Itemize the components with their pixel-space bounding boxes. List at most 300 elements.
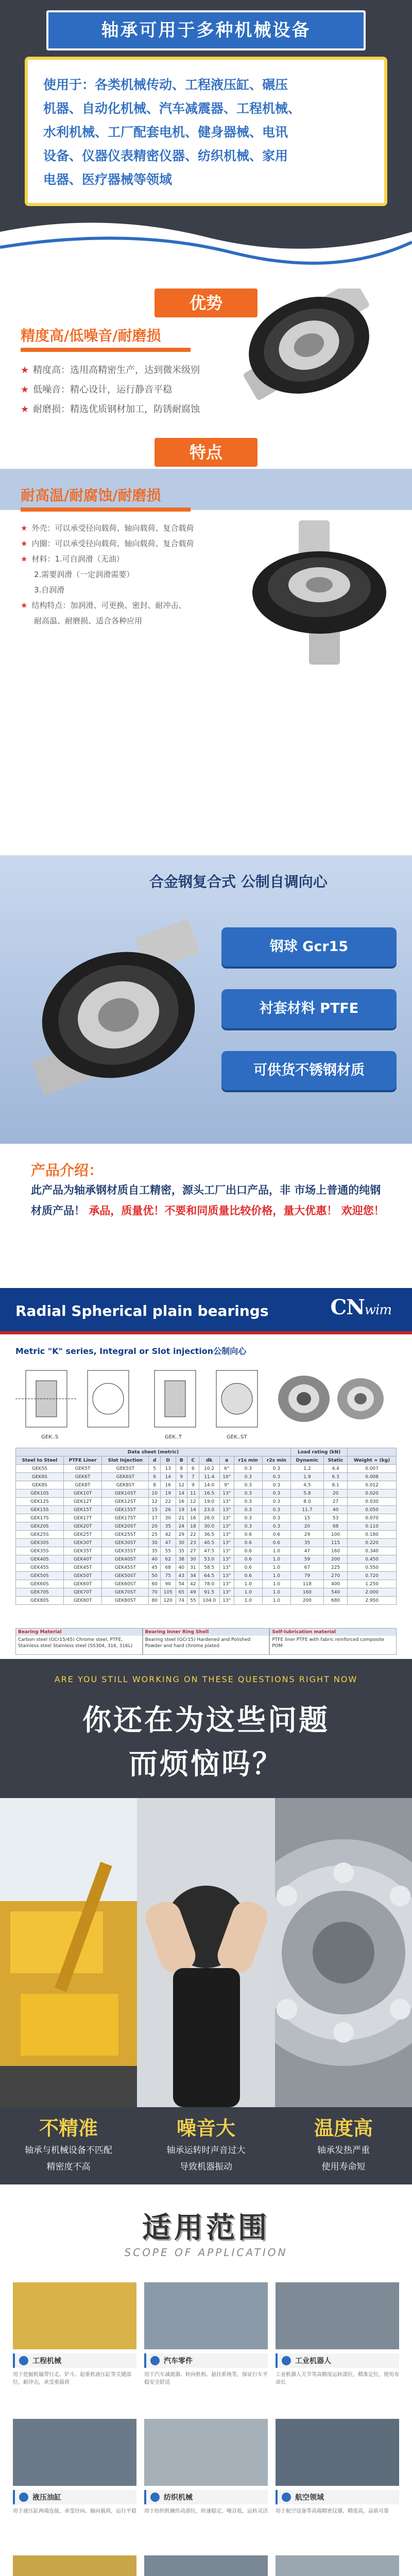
application-desc: 用于纺织机械传动部位，转速稳定，噪音低，运转灵活 — [144, 2509, 268, 2514]
table-cell: GEK17S — [16, 1514, 64, 1522]
application-icon — [150, 2493, 160, 2502]
problem-caption: 不精准 轴承与机械设备不匹配 精密度不高 — [25, 2117, 112, 2172]
table-cell: GEK30T — [63, 1539, 102, 1547]
table-cell: 13° — [219, 1539, 234, 1547]
feature-pill: 特点 — [154, 438, 258, 467]
table-cell: 10 — [149, 1489, 161, 1498]
table-cell: GEK12S — [16, 1498, 64, 1506]
table-cell: 0.220 — [348, 1539, 397, 1547]
table-cell: 80 — [149, 1597, 161, 1605]
wave-decoration — [0, 211, 412, 289]
table-cell: 6° — [219, 1465, 234, 1473]
table-cell: 1.0 — [262, 1597, 290, 1605]
feature-bullet: ★ 外壳：可以承受径向载荷、轴向载荷、复合载荷 — [21, 523, 194, 533]
table-cell: 0.020 — [348, 1489, 397, 1498]
table-cell: 160 — [323, 1547, 347, 1555]
alloy-section — [0, 855, 412, 1144]
table-cell: GEK20S — [16, 1522, 64, 1531]
table-cell: 17 — [149, 1514, 161, 1522]
table-row — [16, 1597, 397, 1605]
application-label: 航空领域 — [276, 2490, 399, 2504]
application-card — [276, 2282, 399, 2411]
table-cell: 47 — [290, 1547, 323, 1555]
table-cell: GEK25T — [63, 1531, 102, 1539]
feature-bullet: 3.自润滑 — [34, 585, 65, 595]
table-row — [16, 1572, 397, 1580]
table-cell: 36.5 — [199, 1531, 219, 1539]
application-label: 汽车零件 — [144, 2353, 268, 2368]
datasheet-header — [0, 1288, 412, 1334]
noise-image — [137, 1798, 275, 2107]
table-cell: 11.7 — [290, 1506, 323, 1514]
material-col: Bearing Inner Ring Shell Bearing steel (GCr15) Hardened and Polished Powder and hard chrome plated — [143, 1628, 270, 1655]
problems-en-title: ARE YOU STILL WORKING ON THESE QUESTIONS RIGHT NOW — [54, 1674, 358, 1684]
material-col: Self-lubrication material PTFE liner PTFE with fabric reinforced composite POM — [269, 1628, 397, 1655]
table-cell: 9 — [187, 1481, 199, 1489]
table-cell: 75 — [160, 1572, 176, 1580]
table-cell: 27 — [187, 1547, 199, 1555]
table-cell: GEK17T — [63, 1514, 102, 1522]
feature-subtitle: 耐高温/耐腐蚀/耐磨损 — [21, 487, 161, 504]
table-header-cell: dk — [199, 1456, 219, 1465]
datasheet-title: Radial Spherical plain bearings — [15, 1302, 269, 1319]
table-cell: 0.6 — [234, 1555, 262, 1564]
table-cell: 0.008 — [348, 1473, 397, 1481]
product-intro-welcome: 欢迎您！ — [341, 1205, 385, 1217]
application-image — [276, 2419, 399, 2486]
table-cell: 25 — [149, 1531, 161, 1539]
table-cell: GEK70T — [63, 1588, 102, 1597]
table-header-cell: D — [160, 1456, 176, 1465]
table-cell: 21 — [176, 1514, 187, 1522]
application-card — [276, 2555, 399, 2576]
table-cell: 34 — [187, 1572, 199, 1580]
table-cell: 43 — [176, 1572, 187, 1580]
table-cell: GEK70S — [16, 1588, 64, 1597]
feature-bullets — [21, 520, 237, 629]
feature-bullet: 2.需要润滑（一定润滑需要） — [34, 570, 134, 579]
application-desc: 用于航空设备等高端精密仪器，精度高，品质可靠 — [276, 2509, 389, 2514]
table-cell: GEK6ST — [102, 1473, 149, 1481]
feature-underline — [21, 507, 191, 512]
application-desc: 用于挖掘机履带行走、铲斗、起重机液压缸等关键部位，耐冲击，承受重载荷 — [13, 2372, 131, 2385]
table-cell: 14.0 — [199, 1481, 219, 1489]
table-cell: 26.0 — [199, 1514, 219, 1522]
application-icon — [19, 2493, 28, 2502]
table-cell: 58.5 — [199, 1564, 219, 1572]
table-cell: 45 — [149, 1564, 161, 1572]
table-cell: 5 — [149, 1465, 161, 1473]
table-cell: GEK15ST — [102, 1506, 149, 1514]
intro-line: 机器、自动化机械、汽车减震器、工程机械、 — [43, 101, 301, 116]
table-cell: 79 — [290, 1572, 323, 1580]
table-cell: 1.0 — [262, 1572, 290, 1580]
table-cell: 4.5 — [290, 1481, 323, 1489]
application-icon — [282, 2356, 291, 2365]
material-col: Bearing Material Carbon steel (GCr15/45) Chrome steel, PTFE, Stainless steel Stainless steel (SS304, 316, 316L) — [15, 1628, 143, 1655]
table-cell: 40 — [323, 1506, 347, 1514]
table-cell: 200 — [323, 1555, 347, 1564]
advantage-section — [0, 289, 412, 855]
table-cell: 29 — [176, 1531, 187, 1539]
intro-line: 水利机械、工厂配套电机、健身器械、电讯 — [43, 125, 288, 140]
table-cell: 6 — [187, 1465, 199, 1473]
application-image — [276, 2282, 399, 2349]
table-cell: 16.5 — [199, 1489, 219, 1498]
table-cell: GEK10ST — [102, 1489, 149, 1498]
table-cell: GEK60ST — [102, 1580, 149, 1588]
problems-title-line2: 而烦恼吗？ — [129, 1748, 283, 1781]
intro-box — [25, 57, 387, 206]
table-cell: 13° — [219, 1547, 234, 1555]
application-label: 纺织机械 — [144, 2490, 268, 2504]
table-cell: 40 — [149, 1555, 161, 1564]
table-cell: 53.0 — [199, 1555, 219, 1564]
table-cell: 38 — [176, 1555, 187, 1564]
table-cell: 27 — [323, 1498, 347, 1506]
drawing-label: GEK..ST — [227, 1434, 247, 1440]
table-cell: 59 — [290, 1555, 323, 1564]
problem-caption: 温度高 轴承发热严重 使用寿命短 — [314, 2117, 373, 2172]
table-cell: 55 — [160, 1547, 176, 1555]
header-stripe — [0, 1331, 412, 1334]
table-cell: 29 — [290, 1531, 323, 1539]
table-cell: 0.3 — [234, 1514, 262, 1522]
table-row — [16, 1473, 397, 1481]
table-cell: 78.0 — [199, 1580, 219, 1588]
table-header-cell: C — [187, 1456, 199, 1465]
table-cell: 35 — [149, 1547, 161, 1555]
alloy-stainless-button: 可供货不锈钢材质 — [221, 1051, 397, 1090]
product-intro-section — [0, 1144, 412, 1288]
table-cell: 62 — [160, 1555, 176, 1564]
table-cell: 8.0 — [290, 1498, 323, 1506]
table-cell: 16 — [187, 1514, 199, 1522]
application-image — [13, 2282, 136, 2349]
advantage-bullet: ★ 耐磨损：精选优质钢材加工，防锈耐腐蚀 — [21, 404, 200, 415]
table-cell: 90 — [160, 1580, 176, 1588]
datasheet-subtitle: Metric "K" series, Integral or Slot injection公制向心 — [15, 1346, 247, 1356]
table-cell: GEK40T — [63, 1555, 102, 1564]
table-cell: 1.0 — [234, 1588, 262, 1597]
table-cell: 0.3 — [234, 1481, 262, 1489]
table-row — [16, 1465, 397, 1473]
intro-header — [46, 10, 366, 50]
table-cell: 6 — [149, 1473, 161, 1481]
table-cell: 0.3 — [234, 1465, 262, 1473]
table-group-header: Load rating (kN) — [290, 1448, 347, 1456]
table-cell: 8 — [176, 1465, 187, 1473]
table-super-header — [16, 1448, 397, 1456]
table-cell: 0.3 — [262, 1473, 290, 1481]
table-cell: 11 — [187, 1489, 199, 1498]
table-cell: 13° — [219, 1597, 234, 1605]
table-cell: 0.3 — [262, 1481, 290, 1489]
table-cell: 105 — [160, 1588, 176, 1597]
intro-line: 使用于：各类机械传动、工程液压缸、碾压 — [43, 77, 288, 92]
product-intro-highlight: 承品，质量优！不要和同质量比较价格，量大优惠！ — [89, 1205, 338, 1217]
table-cell: 0.030 — [348, 1498, 397, 1506]
table-cell: 104.0 — [199, 1597, 219, 1605]
table-cell: 1.0 — [262, 1564, 290, 1572]
table-cell: GEK5S — [16, 1465, 64, 1473]
table-cell: 1.0 — [262, 1547, 290, 1555]
table-cell: GEK40S — [16, 1555, 64, 1564]
application-desc: 用于液压缸两端连接，承受径向、轴向载荷，运行平稳 — [13, 2509, 136, 2514]
table-row — [16, 1506, 397, 1514]
table-cell: 15 — [290, 1514, 323, 1522]
table-row — [16, 1522, 397, 1531]
table-cell: 68 — [323, 1522, 347, 1531]
table-cell: 13° — [219, 1489, 234, 1498]
application-card — [276, 2419, 399, 2548]
table-cell: 13° — [219, 1572, 234, 1580]
application-card — [144, 2282, 268, 2411]
table-cell: 18 — [187, 1522, 199, 1531]
table-cell: GEK80ST — [102, 1597, 149, 1605]
table-header-cell: PTFE Liner — [63, 1456, 102, 1465]
intro-line: 设备、仪器仪表精密仪器、纺织机械、家用 — [43, 148, 288, 163]
drawing-label: GEK..T — [165, 1434, 182, 1440]
feature-bullet: ★ 材料：1.可自润滑（无油） — [21, 554, 124, 564]
table-cell: 13° — [219, 1514, 234, 1522]
table-cell: GEK12ST — [102, 1498, 149, 1506]
table-cell: 55 — [187, 1597, 199, 1605]
product-intro-text: 此产品为轴承钢材质自工精密，源头工厂出口产品，非 — [31, 1184, 290, 1196]
table-cell: GEK6S — [16, 1473, 64, 1481]
table-row — [16, 1481, 397, 1489]
table-row — [16, 1588, 397, 1597]
advantage-bullet: ★ 低噪音：精心设计，运行静音平稳 — [21, 384, 173, 395]
product-intro-text: 市场上普通的纯钢材质产品！ — [31, 1184, 381, 1217]
table-cell: 1.0 — [262, 1588, 290, 1597]
table-cell: 0.3 — [234, 1489, 262, 1498]
table-cell: 42 — [187, 1580, 199, 1588]
table-cell: 4.4 — [323, 1465, 347, 1473]
table-cell: GEK15T — [63, 1506, 102, 1514]
application-label: 工程机械 — [13, 2353, 136, 2368]
application-image — [276, 2555, 399, 2576]
table-cell: 400 — [323, 1580, 347, 1588]
table-cell: GEK80T — [63, 1597, 102, 1605]
table-cell: GEK45T — [63, 1564, 102, 1572]
table-cell: 16 — [176, 1498, 187, 1506]
table-cell: 6.3 — [323, 1473, 347, 1481]
table-header-cell: Slot Injection — [102, 1456, 149, 1465]
table-cell: 13° — [219, 1580, 234, 1588]
table-cell: 225 — [323, 1564, 347, 1572]
table-cell: GEK50S — [16, 1572, 64, 1580]
table-cell: 200 — [290, 1597, 323, 1605]
advantage-bullets — [21, 361, 216, 419]
table-cell: 91.5 — [199, 1588, 219, 1597]
table-cell: GEK50ST — [102, 1572, 149, 1580]
table-cell: 0.3 — [262, 1465, 290, 1473]
problems-section — [0, 1659, 412, 2184]
application-image — [144, 2282, 268, 2349]
table-cell: 40.5 — [199, 1539, 219, 1547]
table-cell: GEK45S — [16, 1564, 64, 1572]
table-cell: 115 — [323, 1539, 347, 1547]
feature-bullet: ★ 内圈：可以承受径向载荷、轴向载荷、复合载荷 — [21, 539, 194, 548]
table-cell: 0.180 — [348, 1531, 397, 1539]
table-cell: GEK60S — [16, 1580, 64, 1588]
table-cell: 13° — [219, 1531, 234, 1539]
product-intro-body — [31, 1180, 386, 1221]
table-cell: 5.8 — [290, 1489, 323, 1498]
table-cell: 65 — [176, 1588, 187, 1597]
table-cell: 13° — [219, 1555, 234, 1564]
advantage-underline — [21, 348, 191, 352]
table-cell: GEK17ST — [102, 1514, 149, 1522]
table-cell: 0.3 — [234, 1498, 262, 1506]
table-header-row — [16, 1456, 397, 1465]
application-desc: 工业机器人关节等高精度运转部位，精准定位，使用寿命长 — [276, 2372, 399, 2385]
table-cell: 0.3 — [234, 1473, 262, 1481]
table-cell: 0.6 — [262, 1531, 290, 1539]
table-cell: GEK20ST — [102, 1522, 149, 1531]
table-cell: 0.450 — [348, 1555, 397, 1564]
table-group-header — [348, 1448, 397, 1456]
table-cell: 10° — [219, 1473, 234, 1481]
table-cell: GEK25S — [16, 1531, 64, 1539]
table-cell: 0.6 — [234, 1539, 262, 1547]
table-cell: 1.0 — [262, 1555, 290, 1564]
table-cell: 9° — [219, 1481, 234, 1489]
table-cell: 13° — [219, 1506, 234, 1514]
table-cell: 0.070 — [348, 1514, 397, 1522]
table-row — [16, 1489, 397, 1498]
drawing-label: GEK..S — [41, 1434, 59, 1440]
table-cell: 118 — [290, 1580, 323, 1588]
table-cell: 30 — [176, 1539, 187, 1547]
table-cell: 0.6 — [234, 1547, 262, 1555]
intro-line: 电器、医疗器械等领域 — [43, 172, 173, 187]
application-title: 适用范围 — [142, 2211, 270, 2245]
table-cell: 1.9 — [290, 1473, 323, 1481]
table-cell: 35 — [160, 1522, 176, 1531]
table-cell: 68 — [160, 1564, 176, 1572]
table-cell: GEK5ST — [102, 1465, 149, 1473]
table-cell: 0.3 — [262, 1498, 290, 1506]
table-cell: GEK8ST — [102, 1481, 149, 1489]
table-cell: GEK6T — [63, 1473, 102, 1481]
table-cell: 7 — [187, 1473, 199, 1481]
table-cell: 0.6 — [234, 1531, 262, 1539]
table-cell: 47.5 — [199, 1547, 219, 1555]
table-cell: GEK35T — [63, 1547, 102, 1555]
table-cell: 64.5 — [199, 1572, 219, 1580]
table-cell: 0.550 — [348, 1564, 397, 1572]
table-cell: 120 — [160, 1597, 176, 1605]
bearing-image — [237, 515, 402, 670]
table-cell: 70 — [149, 1588, 161, 1597]
table-cell: 0.3 — [262, 1514, 290, 1522]
table-cell: 30 — [149, 1539, 161, 1547]
table-cell: 19 — [176, 1506, 187, 1514]
table-cell: 42 — [160, 1531, 176, 1539]
table-cell: 12 — [176, 1481, 187, 1489]
table-header-cell: Dynamic — [290, 1456, 323, 1465]
table-cell: GEK30S — [16, 1539, 64, 1547]
table-cell: 13° — [219, 1564, 234, 1572]
table-cell: 26 — [160, 1506, 176, 1514]
table-row — [16, 1555, 397, 1564]
hot-bearing-image — [275, 1798, 412, 2107]
table-cell: 0.3 — [234, 1506, 262, 1514]
table-cell: 19.0 — [199, 1498, 219, 1506]
table-cell: 13 — [160, 1465, 176, 1473]
product-intro-title: 产品介绍： — [31, 1162, 104, 1179]
table-cell: 19 — [160, 1489, 176, 1498]
table-row — [16, 1514, 397, 1522]
table-cell: 1.250 — [348, 1580, 397, 1588]
table-cell: 22 — [187, 1531, 199, 1539]
table-cell: 11.4 — [199, 1473, 219, 1481]
application-card — [13, 2282, 136, 2411]
alloy-liner-button: 衬套材料 PTFE — [221, 989, 397, 1028]
table-cell: 1.0 — [234, 1580, 262, 1588]
brand-logo: CNwim — [330, 1295, 391, 1319]
table-header-cell: r1s min — [234, 1456, 262, 1465]
application-icon — [19, 2356, 28, 2365]
table-cell: 1.0 — [262, 1580, 290, 1588]
table-cell: 160 — [290, 1588, 323, 1597]
table-cell: 24 — [176, 1522, 187, 1531]
table-cell: GEK15S — [16, 1506, 64, 1514]
alloy-title: 合金钢复合式 公制自调向心 — [149, 873, 328, 890]
table-cell: 15 — [149, 1506, 161, 1514]
table-cell: 13° — [219, 1522, 234, 1531]
technical-drawing — [15, 1360, 397, 1443]
table-cell: 0.6 — [234, 1564, 262, 1572]
intro-section — [0, 0, 412, 289]
table-cell: 8 — [149, 1481, 161, 1489]
table-cell: GEK35ST — [102, 1547, 149, 1555]
table-cell: GEK12T — [63, 1498, 102, 1506]
advantage-subtitle: 精度高/低噪音/耐磨损 — [21, 327, 161, 344]
table-cell: 50 — [149, 1572, 161, 1580]
table-cell: GEK80S — [16, 1597, 64, 1605]
table-cell: 22 — [160, 1498, 176, 1506]
table-cell: 680 — [323, 1597, 347, 1605]
table-cell: 0.340 — [348, 1547, 397, 1555]
table-cell: 0.6 — [262, 1539, 290, 1547]
application-image — [13, 2419, 136, 2486]
application-subtitle: SCOPE OF APPLICATION — [124, 2246, 288, 2259]
application-card — [144, 2419, 268, 2548]
table-cell: GEK40ST — [102, 1555, 149, 1564]
advantage-pill: 优势 — [154, 289, 258, 317]
table-cell: 54 — [176, 1580, 187, 1588]
table-cell: 10.2 — [199, 1465, 219, 1473]
table-cell: 23.0 — [199, 1506, 219, 1514]
table-header-cell: Static — [323, 1456, 347, 1465]
table-cell: 12 — [187, 1498, 199, 1506]
table-row — [16, 1547, 397, 1555]
table-cell: 30 — [187, 1555, 199, 1564]
table-cell: 12 — [149, 1498, 161, 1506]
table-cell: GEK10T — [63, 1489, 102, 1498]
table-cell: 0.720 — [348, 1572, 397, 1580]
problem-caption: 噪音大 轴承运转时声音过大 导致机器振动 — [166, 2117, 246, 2172]
table-cell: 13° — [219, 1588, 234, 1597]
table-header-cell: B — [176, 1456, 187, 1465]
spec-table — [15, 1448, 397, 1605]
table-cell: GEK20T — [63, 1522, 102, 1531]
feature-bullet: 耐高温、耐磨损、适合各种应用 — [34, 616, 143, 625]
table-cell: 8.1 — [323, 1481, 347, 1489]
